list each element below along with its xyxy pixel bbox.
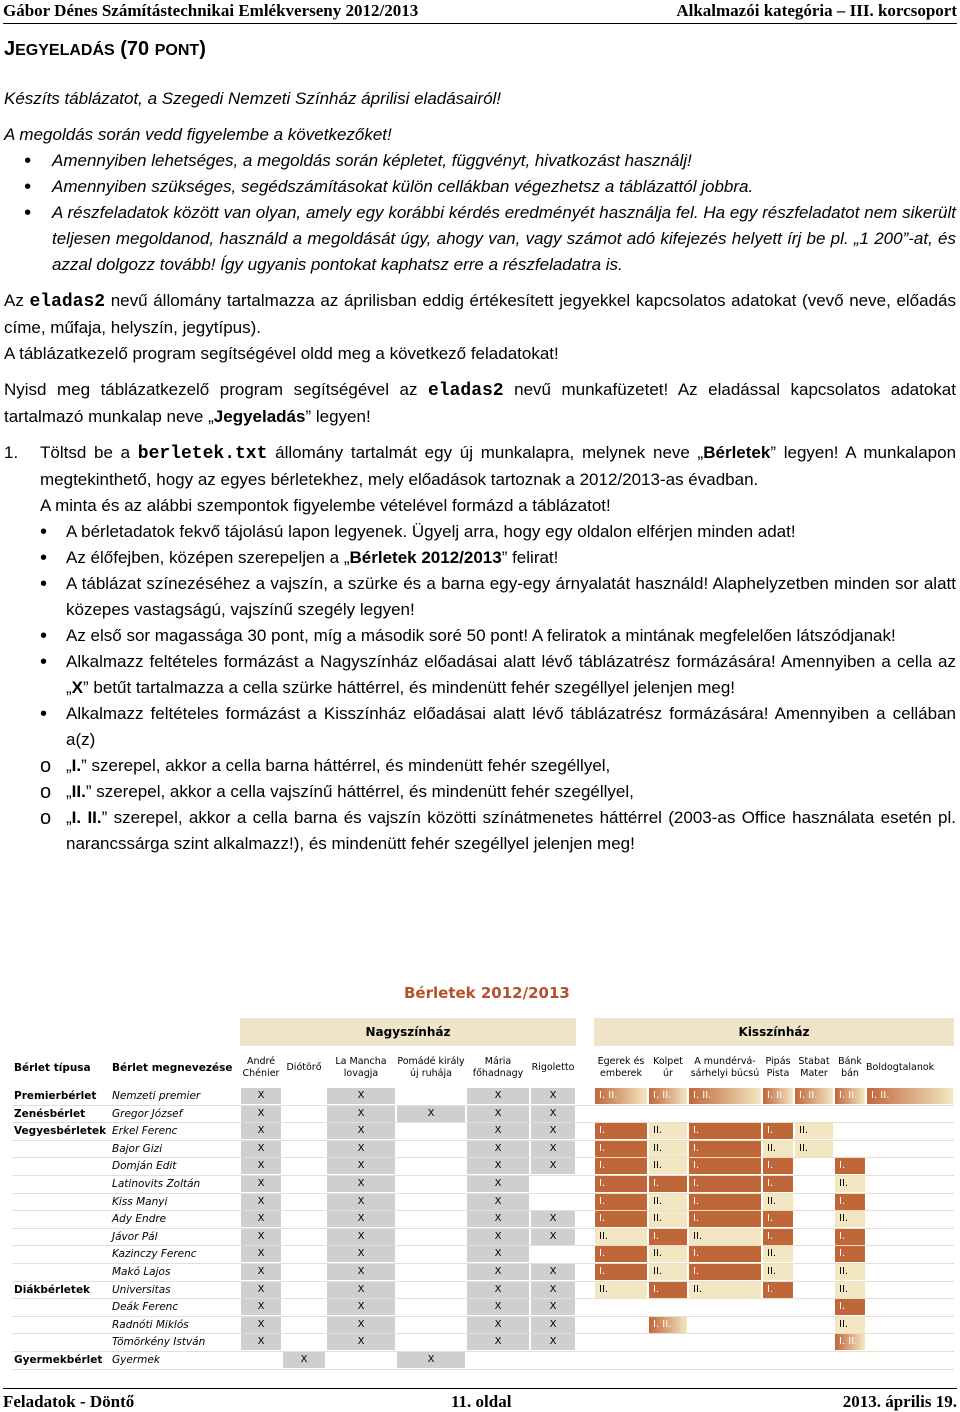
kis-cell: I. [763, 1123, 793, 1139]
nagy-cell [283, 1246, 325, 1262]
intro-text: Készíts táblázatot, a Szegedi Nemzeti Színház áprilisi eladásairól! [4, 89, 502, 108]
nagy-cell: X [467, 1176, 529, 1192]
kis-cell [795, 1264, 833, 1280]
kis-cell: II. [595, 1282, 647, 1298]
row-type-label [14, 1141, 110, 1157]
kis-cell: I. [689, 1123, 761, 1139]
nagy-cell: X [241, 1299, 281, 1315]
nagy-cell: X [241, 1334, 281, 1350]
nagy-cell: X [531, 1211, 575, 1227]
kis-cell: I. [649, 1282, 687, 1298]
kis-cell: II. [649, 1211, 687, 1227]
kis-cell: I. [763, 1211, 793, 1227]
requirement-item: • Alkalmazz feltételes formázást a Nagyszínház előadásai alatt lévő táblázatrész formázására! Amennyiben a cella az „X” betűt tartalmazza a cella szürke háttérrel, és mindenütt fehér szegéllyel jelenjen meg! [40, 649, 956, 701]
row-name-label: Gyermek [112, 1354, 160, 1366]
nagy-cell: X [531, 1123, 575, 1139]
kis-cell: I. [595, 1141, 647, 1157]
row-name-label: Kazinczy Ferenc [112, 1248, 197, 1261]
nagy-cell: X [241, 1088, 281, 1104]
kis-cell [649, 1106, 687, 1122]
nagy-cell: X [467, 1317, 529, 1333]
kis-cell: I. II. [835, 1088, 865, 1104]
column-header-kis: Bánk bán [838, 1056, 862, 1079]
requirement-item: • A táblázat színezéséhez a vajszín, a szürke és a barna egy-egy árnyalatát használd! Alaphelyzetben minden sor alatt közepes vastagságú, vajszínű szegély legyen! [40, 571, 956, 623]
notes-heading: A megoldás során vedd figyelembe a következőket! [4, 125, 392, 144]
nagy-cell: X [531, 1141, 575, 1157]
column-header-type: Bérlet típusa [14, 1062, 91, 1074]
nagy-cell: X [467, 1088, 529, 1104]
kis-cell [595, 1106, 647, 1122]
note-item: • Amennyiben szükséges, segédszámításokat külön cellákban végezhetsz a táblázattól jobbra. [4, 174, 956, 200]
kis-cell: II. [763, 1246, 793, 1262]
kis-cell [649, 1352, 687, 1368]
kis-cell: I. [595, 1123, 647, 1139]
nagy-cell: X [327, 1158, 395, 1174]
kis-cell [795, 1317, 833, 1333]
kis-cell: II. [649, 1264, 687, 1280]
nagy-cell: X [241, 1282, 281, 1298]
nagy-cell: X [327, 1299, 395, 1315]
kis-cell [689, 1352, 761, 1368]
column-header-kis: Stabat Mater [798, 1056, 830, 1079]
nagy-cell: X [327, 1123, 395, 1139]
nagy-cell: X [327, 1106, 395, 1122]
nagy-cell: X [241, 1123, 281, 1139]
kis-cell: I. [649, 1229, 687, 1245]
kis-cell [763, 1334, 793, 1350]
kis-cell: I. [835, 1299, 865, 1315]
row-type-label [14, 1299, 110, 1315]
kis-cell: II. [835, 1282, 865, 1298]
kis-cell [835, 1352, 865, 1368]
row-type-label [14, 1211, 110, 1227]
kis-cell: I. II. [867, 1088, 953, 1104]
kis-cell [595, 1334, 647, 1350]
kis-cell: II. [835, 1317, 865, 1333]
nagy-cell: X [467, 1282, 529, 1298]
requirement-item: • Az élőfejben, középen szerepeljen a „Bérletek 2012/2013” felirat! [40, 545, 956, 571]
nagy-cell: X [531, 1299, 575, 1315]
nagy-cell: X [327, 1229, 395, 1245]
nagy-cell [283, 1317, 325, 1333]
nagy-cell: X [531, 1282, 575, 1298]
requirement-item: • A bérletadatok fekvő tájolású lapon legyenek. Ügyelj arra, hogy egy oldalon elférjen minden adat! [40, 519, 956, 545]
kis-cell: II. [763, 1141, 793, 1157]
nagy-cell [397, 1334, 465, 1350]
row-type-label [14, 1194, 110, 1210]
kis-cell [795, 1158, 833, 1174]
nagy-cell [531, 1176, 575, 1192]
sample-table [0, 978, 960, 1378]
nagy-cell: X [397, 1106, 465, 1122]
kis-cell [867, 1123, 953, 1139]
footer-left: Feladatok - Döntő [3, 1392, 135, 1411]
nagy-cell [467, 1352, 529, 1368]
row-name-label: Universitas [112, 1283, 171, 1296]
kis-cell: I. [835, 1194, 865, 1210]
row-name-label: Deák Ferenc [112, 1301, 179, 1314]
category-label: Alkalmazói kategória – III. korcsoport [676, 1, 957, 20]
kis-cell [867, 1106, 953, 1122]
requirements-list [40, 519, 956, 857]
nagy-cell [531, 1246, 575, 1262]
row-type-label [14, 1176, 110, 1192]
nagy-cell: X [283, 1352, 325, 1368]
column-header-kis: Egerek és emberek [597, 1056, 645, 1079]
kis-cell [649, 1334, 687, 1350]
nagy-cell [531, 1352, 575, 1368]
nagy-cell [397, 1211, 465, 1227]
nagy-cell [283, 1194, 325, 1210]
kis-cell: I. [689, 1264, 761, 1280]
row-type-label [14, 1264, 110, 1280]
kis-cell: I. [835, 1229, 865, 1245]
row-type-label [14, 1334, 110, 1350]
nagy-cell: X [327, 1334, 395, 1350]
kis-cell: I. [649, 1176, 687, 1192]
sub-item: o „II.” szerepel, akkor a cella vajszínű háttérrel, és mindenütt fehér szegéllyel, [40, 779, 956, 805]
nagy-cell [283, 1106, 325, 1122]
kis-cell [867, 1141, 953, 1157]
column-header-kis: Pipás Pista [765, 1056, 791, 1079]
column-header-kis: Boldogtalanok [866, 1062, 935, 1073]
kis-cell: I. [595, 1176, 647, 1192]
nagy-cell [283, 1282, 325, 1298]
nagy-cell: X [467, 1229, 529, 1245]
kis-cell: II. [649, 1141, 687, 1157]
row-name-label: Gregor József [112, 1107, 183, 1120]
nagy-cell [397, 1176, 465, 1192]
kis-cell [867, 1194, 953, 1210]
row-name-label: Bajor Gizi [112, 1142, 163, 1155]
kis-cell: I. II. [763, 1088, 793, 1104]
kis-cell: I. [689, 1211, 761, 1227]
nagy-cell: X [327, 1211, 395, 1227]
kis-cell: II. [595, 1229, 647, 1245]
paragraph-open: Nyisd meg táblázatkezelő program segítségével az eladas2 nevű munkafüzetet! Az eladással kapcsolatos adatokat tartalmazó munkalap neve „Jegyeladás” legyen! [4, 380, 956, 426]
nagy-cell: X [241, 1246, 281, 1262]
page-number: 11. oldal [451, 1392, 512, 1411]
note-item: • Amennyiben lehetséges, a megoldás során képletet, függvényt, hivatkozást használj! [4, 148, 956, 174]
nagy-cell: X [467, 1246, 529, 1262]
column-header-nagy: Rigoletto [531, 1062, 575, 1073]
requirement-item: • Az első sor magassága 30 pont, míg a második soré 50 pont! A feliratok a mintának megfelelően látszódjanak! [40, 623, 956, 649]
column-header-nagy: André Chénier [242, 1056, 280, 1079]
kis-cell [867, 1317, 953, 1333]
kis-cell: II. [795, 1141, 833, 1157]
nagy-cell [397, 1158, 465, 1174]
task-title: JEGYELADÁS (70 PONT) [4, 38, 206, 60]
nagy-cell [397, 1123, 465, 1139]
page-header [3, 1, 957, 24]
kis-cell [867, 1282, 953, 1298]
kis-cell [867, 1211, 953, 1227]
nagy-cell [397, 1088, 465, 1104]
row-type-label: Gyermekbérlet [14, 1354, 103, 1366]
kis-cell [867, 1229, 953, 1245]
row-divider [12, 1369, 954, 1370]
row-type-label: Diákbérletek [14, 1283, 91, 1296]
nagy-cell [397, 1246, 465, 1262]
row-name-label: Ady Endre [112, 1213, 167, 1226]
row-type-label: Zenésbérlet [14, 1107, 86, 1120]
nagy-cell: X [397, 1352, 465, 1368]
nagy-cell: X [467, 1334, 529, 1350]
nagy-cell: X [241, 1194, 281, 1210]
kis-cell [867, 1176, 953, 1192]
nagy-cell [283, 1088, 325, 1104]
nagy-cell: X [531, 1334, 575, 1350]
kis-cell [763, 1352, 793, 1368]
kis-cell: II. [763, 1194, 793, 1210]
page-footer [3, 1388, 957, 1411]
nagy-cell: X [327, 1246, 395, 1262]
nagy-cell [283, 1176, 325, 1192]
kis-cell: I. II. [595, 1088, 647, 1104]
nagy-cell: X [241, 1211, 281, 1227]
kis-cell: I. [689, 1158, 761, 1174]
nagy-cell [397, 1282, 465, 1298]
row-name-label: Kiss Manyi [112, 1195, 168, 1208]
nagy-cell: X [467, 1299, 529, 1315]
kis-cell: I. [763, 1282, 793, 1298]
kis-cell [795, 1211, 833, 1227]
sub-item: o „I. II.” szerepel, akkor a cella barna és vajszín közötti színátmenetes háttérrel (2003-as Office használata esetén pl. narancssárga szint alkalmazz!), és mindenütt fehér szegéllyel jelenjen meg! [40, 805, 956, 857]
nagy-cell: X [467, 1123, 529, 1139]
nagy-cell: X [531, 1317, 575, 1333]
note-item: • A részfeladatok között van olyan, amely egy korábbi kérdés eredményét használja fel. Ha egy részfeladatot nem sikerült teljesen megoldanod, használd a megoldását úgy, ahogy van, vagy számot adó kifejezés helyett írj be pl. „1 200”-at, és azzal dolgozz tovább! Így ugyanis pontokat kaphatsz erre a részfeladatra is. [4, 200, 956, 278]
row-name-label: Radnóti Miklós [112, 1318, 189, 1331]
row-name-label: Tömörkény István [112, 1336, 206, 1349]
sub-list [40, 753, 956, 857]
kis-cell [649, 1299, 687, 1315]
kis-cell [763, 1106, 793, 1122]
kis-cell [689, 1334, 761, 1350]
kis-cell: I. [689, 1246, 761, 1262]
nagy-cell: X [327, 1194, 395, 1210]
group-header-kisszinhaz: Kisszínház [594, 1018, 954, 1046]
column-header-nagy: Pomádé király új ruhája [397, 1056, 465, 1079]
kis-cell: II. [689, 1229, 761, 1245]
column-header-kis: A mundérvá-sárhelyi búcsú [690, 1056, 760, 1079]
nagy-cell [327, 1352, 395, 1368]
kis-cell [867, 1352, 953, 1368]
row-name-label: Latinovits Zoltán [112, 1178, 201, 1190]
nagy-cell [283, 1211, 325, 1227]
nagy-cell [283, 1158, 325, 1174]
nagy-cell: X [467, 1141, 529, 1157]
kis-cell: I. [835, 1158, 865, 1174]
row-name-label: Erkel Ferenc [112, 1125, 178, 1138]
nagy-cell: X [467, 1158, 529, 1174]
kis-cell: I. [689, 1194, 761, 1210]
nagy-cell: X [241, 1106, 281, 1122]
nagy-cell: X [467, 1194, 529, 1210]
kis-cell: II. [835, 1264, 865, 1280]
sub-item: o „I.” szerepel, akkor a cella barna háttérrel, és mindenütt fehér szegéllyel, [40, 753, 956, 779]
row-type-label [14, 1246, 110, 1262]
nagy-cell [397, 1264, 465, 1280]
nagy-cell: X [241, 1317, 281, 1333]
nagy-cell [283, 1264, 325, 1280]
kis-cell [867, 1246, 953, 1262]
nagy-cell: X [531, 1229, 575, 1245]
row-name-label: Nemzeti premier [112, 1090, 201, 1102]
kis-cell: I. II. [649, 1088, 687, 1104]
row-type-label [14, 1158, 110, 1174]
column-header-nagy: La Mancha lovagja [335, 1056, 387, 1079]
kis-cell [867, 1334, 953, 1350]
kis-cell: I. II. [795, 1088, 833, 1104]
kis-cell [795, 1194, 833, 1210]
nagy-cell: X [327, 1317, 395, 1333]
kis-cell [795, 1106, 833, 1122]
nagy-cell: X [241, 1264, 281, 1280]
kis-cell: I. [595, 1158, 647, 1174]
kis-cell: II. [795, 1123, 833, 1139]
row-name-label: Jávor Pál [112, 1230, 158, 1243]
kis-cell [795, 1352, 833, 1368]
row-type-label: Premierbérlet [14, 1090, 97, 1102]
kis-cell: II. [763, 1264, 793, 1280]
group-header-nagyszinhaz: Nagyszínház [240, 1018, 576, 1046]
nagy-cell: X [327, 1264, 395, 1280]
nagy-cell: X [531, 1158, 575, 1174]
kis-cell: II. [649, 1246, 687, 1262]
document-body [4, 36, 956, 857]
paragraph-instruction: A táblázatkezelő program segítségével oldd meg a következő feladatokat! [4, 344, 559, 363]
nagy-cell [241, 1352, 281, 1368]
kis-cell [795, 1229, 833, 1245]
notes-list [4, 148, 956, 278]
kis-cell [795, 1282, 833, 1298]
requirement-item: • Alkalmazz feltételes formázást a Kisszínház előadásai alatt lévő táblázatrész formázására! Amennyiben a cellában a(z) o „I.” szerepel, akkor a cella barna háttérrel, és mindenütt fehér szegéllyel, o „II.” szerepel, akkor a cella vajszínű háttérrel, és mindenütt fehér szegéllyel, o „I. II.” szerepel, akkor a cella barna és vajszín közötti színátmenetes háttérrel (2003-as Office használata esetén pl. narancssárga szint alkalmazz!), és mindenütt fehér szegéllyel jelenjen meg! [40, 701, 956, 857]
paragraph-file-info: Az eladas2 nevű állomány tartalmazza az áprilisban eddig értékesített jegyekkel kapcsolatos adatokat (vevő neve, előadás címe, műfaja, helyszín, jegytípus). [4, 291, 956, 337]
row-name-label: Makó Lajos [112, 1266, 171, 1278]
kis-cell [689, 1299, 761, 1315]
nagy-cell [283, 1229, 325, 1245]
nagy-cell [283, 1334, 325, 1350]
kis-cell [795, 1299, 833, 1315]
column-header-name: Bérlet megnevezése [112, 1062, 233, 1074]
nagy-cell: X [531, 1264, 575, 1280]
row-type-label [14, 1229, 110, 1245]
kis-cell [689, 1106, 761, 1122]
competition-title: Gábor Dénes Számítástechnikai Emlékverseny 2012/2013 [3, 1, 419, 20]
kis-cell: II. [689, 1282, 761, 1298]
kis-cell [835, 1141, 865, 1157]
nagy-cell [397, 1141, 465, 1157]
kis-cell: I. II. [689, 1088, 761, 1104]
nagy-cell: X [467, 1264, 529, 1280]
kis-cell: I. [595, 1211, 647, 1227]
nagy-cell [283, 1141, 325, 1157]
nagy-cell: X [327, 1141, 395, 1157]
kis-cell [595, 1352, 647, 1368]
footer-date: 2013. április 19. [842, 1392, 957, 1411]
kis-cell: I. [689, 1176, 761, 1192]
kis-cell: II. [649, 1123, 687, 1139]
row-type-label [14, 1317, 110, 1333]
nagy-cell [397, 1299, 465, 1315]
sample-title: Bérletek 2012/2013 [404, 984, 570, 1002]
kis-cell [595, 1299, 647, 1315]
kis-cell: II. [649, 1194, 687, 1210]
kis-cell: I. [689, 1141, 761, 1157]
kis-cell: II. [835, 1211, 865, 1227]
nagy-cell: X [327, 1088, 395, 1104]
kis-cell: I. II. [835, 1334, 865, 1350]
kis-cell: I. [763, 1229, 793, 1245]
row-name-label: Domján Edit [112, 1160, 177, 1173]
nagy-cell: X [241, 1176, 281, 1192]
kis-cell [835, 1106, 865, 1122]
nagy-cell [397, 1317, 465, 1333]
nagy-cell [397, 1194, 465, 1210]
nagy-cell [283, 1123, 325, 1139]
task-1: 1. Töltsd be a berletek.txt állomány tartalmát egy új munkalapra, melynek neve „Bérletek” legyen! A munkalapon megtekinthető, hogy az egyes bérletekhez, mely előadások tartoznak a 2012/2013-as évadban. A minta és az alábbi szempontok figyelembe vételével formázd a táblázatot! • A bérletadatok fekvő tájolású lapon legyenek. Ügyelj arra, hogy egy oldalon elférjen minden adat! • Az élőfejben, középen szerepeljen a „Bérletek 2012/2013” felirat! • A táblázat színezéséhez a vajszín, a szürke és a barna egy-egy árnyalatát használd! Alaphelyzetben minden sor alatt közepes vastagságú, vajszínű szegély legyen! • Az első sor magassága 30 pont, míg a második soré 50 pont! A feliratok a mintának megfelelően látszódjanak! • Alkalmazz feltételes formázást a Nagyszínház előadásai alatt lévő táblázatrész formázására! Amennyiben a cella az „X” betűt tartalmazza a cella szürke háttérrel, és mindenütt fehér szegéllyel jelenjen meg! • Alkalmazz feltételes formázást a Kisszínház előadásai alatt lévő táblázatrész formázására! Amennyiben a cellában a(z) o „I.” szerepel, akkor a cella barna háttérrel, és mindenütt fehér szegéllyel, o „II.” szerepel, akkor a cella vajszínű háttérrel, és mindenütt fehér szegéllyel, o „I. II.” szerepel, akkor a cella barna és vajszín közötti színátmenetes háttérrel (2003-as Office használata esetén pl. narancssárga szint alkalmazz!), és mindenütt fehér szegéllyel jelenjen meg! [4, 440, 956, 857]
nagy-cell: X [327, 1282, 395, 1298]
nagy-cell: X [531, 1088, 575, 1104]
kis-cell: I. [595, 1264, 647, 1280]
kis-cell: I. [763, 1176, 793, 1192]
nagy-cell: X [467, 1106, 529, 1122]
kis-cell [795, 1246, 833, 1262]
kis-cell: I. [595, 1246, 647, 1262]
kis-cell [795, 1334, 833, 1350]
kis-cell: I. [763, 1158, 793, 1174]
kis-cell: II. [835, 1176, 865, 1192]
column-header-kis: Kolpet úr [653, 1056, 683, 1079]
nagy-cell: X [467, 1211, 529, 1227]
nagy-cell: X [241, 1141, 281, 1157]
nagy-cell: X [241, 1158, 281, 1174]
column-header-nagy: Mária főhadnagy [472, 1056, 524, 1079]
kis-cell [835, 1123, 865, 1139]
kis-cell [795, 1176, 833, 1192]
nagy-cell [283, 1299, 325, 1315]
kis-cell [867, 1299, 953, 1315]
nagy-cell [397, 1229, 465, 1245]
kis-cell [867, 1158, 953, 1174]
kis-cell: II. [649, 1158, 687, 1174]
kis-cell [689, 1317, 761, 1333]
nagy-cell: X [327, 1176, 395, 1192]
kis-cell: I. II. [649, 1317, 687, 1333]
kis-cell [595, 1317, 647, 1333]
kis-cell: I. [835, 1246, 865, 1262]
nagy-cell: X [241, 1229, 281, 1245]
kis-cell: I. [595, 1194, 647, 1210]
row-type-label: Vegyesbérletek [14, 1125, 107, 1138]
column-header-nagy: Diótörő [286, 1062, 322, 1073]
nagy-cell: X [531, 1106, 575, 1122]
nagy-cell [531, 1194, 575, 1210]
kis-cell [763, 1299, 793, 1315]
kis-cell [867, 1264, 953, 1280]
kis-cell [763, 1317, 793, 1333]
